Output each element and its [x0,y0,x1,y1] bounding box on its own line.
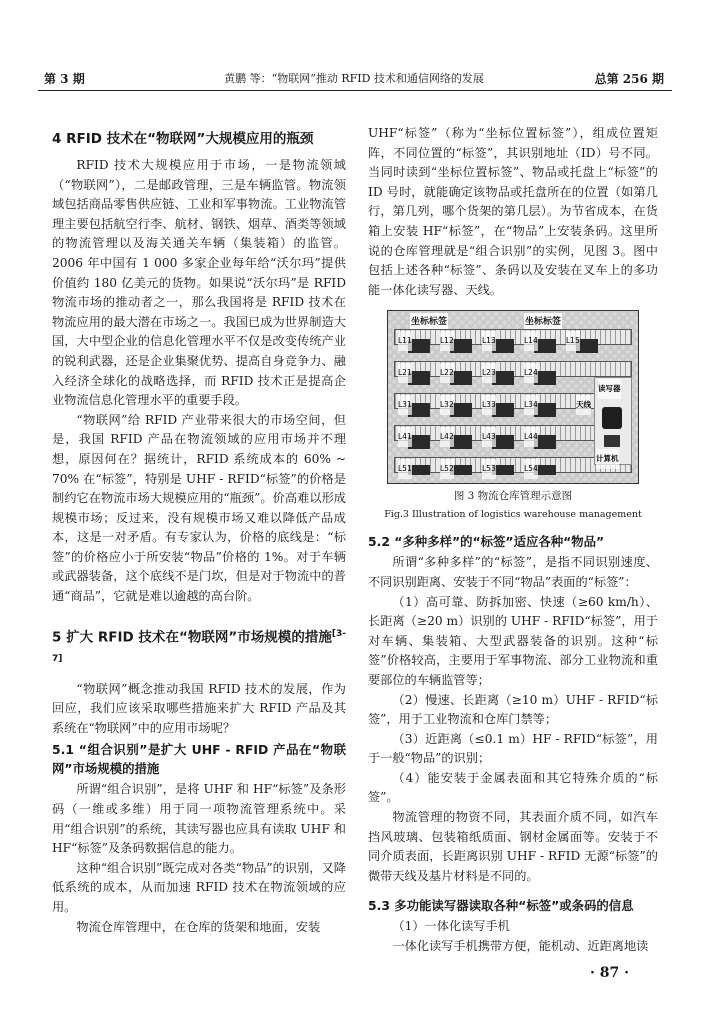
section-5-2-item-4: （4）能安装于金属表面和其它特殊介质的“标签”。 [368,770,658,805]
section-4-heading: 4 RFID 技术在“物联网”大规模应用的瓶颈 [52,131,314,147]
header-rule [38,90,672,91]
cell-label: L14 [524,331,538,351]
cell-label: L53 [482,459,496,479]
cell-label: L43 [482,427,496,447]
cell-label: L54 [524,459,538,479]
cell-label: L51 [398,459,412,479]
section-5-reference: [3-7] [52,628,346,665]
section-5-1-paragraph-3-continued: UHF“标签”（称为“坐标位置标签”），组成位置矩阵，不同位置的“标签”，其识别地址（ID）号不同。当同时读到“坐标位置标签”、物品或托盘上“标签”的 ID 号时，就能确定该物品或托盘所在的位置（如第几行，第几列，哪个货架的第几层）。为节省成本，在货箱上安装 HF“标签”，在“物品”上安装条码。这里所说的仓库管理就是“组合识别”的实例，见图 3。图中包括上述各种“标签”、条码以及安装在叉车上的多功能一体化读写器、天线。 [368,126,658,297]
cell-label: L11 [398,331,412,351]
cell-label: L13 [482,331,496,351]
section-5-1-paragraph-3: 物流仓库管理中，在仓库的货架和地面，安装 [76,919,321,934]
computer-icon [604,435,620,447]
running-title: 黄鹏 等：“物联网”推动 RFID 技术和通信网络的发展 [224,72,484,85]
section-5-paragraph-1: “物联网”概念推动我国 RFID 技术的发展，作为回应，我们应该采取哪些措施来扩大 RFID 产品及其系统在“物联网”中的应用市场呢？ [52,681,346,735]
left-column [52,124,346,937]
figure-caption-en: Fig.3 Illustration of logistics warehouse management [384,509,642,521]
cell-label: L32 [440,395,454,415]
cell-label: L41 [398,427,412,447]
cell-label: L12 [440,331,454,351]
running-header [38,66,670,88]
section-5-heading-text: 5 扩大 RFID 技术在“物联网”市场规模的措施 [52,629,332,646]
cell-label: L42 [440,427,454,447]
section-5-2-item-3: （3）近距离（≤0.1 m）HF - RFID“标签”，用于一般“物品”的识别； [368,731,658,766]
cell-label: L33 [482,395,496,415]
section-4-paragraph-1: RFID 技术大规模应用于市场，一是物流领域（“物联网”），二是邮政管理，三是车辆监管。物流领域包括商品零售供应链、工业和军事物流。工业物流管理主要包括航空行李、航材、钢铁、烟草、酒类等领域的物流管理以及海关通关车辆（集装箱）的监管。2006 年中国有 1 000 多家企业每年给“沃尔玛”提供价值约 180 亿美元的货物。如果说“沃尔玛”是 RFID 物流市场的推动者之一，那么我国将是 RFID 技术在物流应用的最大潜在市场之一。我国已成为世界制造大国，大中型企业的信息化管理水平不仅是改变传统产业的锐利武器，还是企业集聚优势、提高自身竞争力、融入经济全球化的战略选择，而 RFID 技术正是提高企业物流信息化管理水平的重要手段。 [52,158,346,408]
coordinate-tag-label-right: 坐标标签 [524,313,562,333]
cell-label: L31 [398,395,412,415]
section-5-1-paragraph-1: 所谓“组合识别”，是将 UHF 和 HF“标签”及条形码（一维或多维）用于同一项物流管理系统中。采用“组合识别”的系统，其读写器也应具有读取 UHF 和 HF“标签”及条码数据信息的能力。 [52,782,346,856]
warehouse-diagram [387,310,639,484]
section-4-paragraph-2: “物联网”给 RFID 产业带来很大的市场空间，但是，我国 RFID 产品在物流领域的应用市场并不理想，原因何在？据统计，RFID 系统成本的 60% ~ 70% 在“标签”，特别是 UHF - RFID“标签”的价格是制约它在物流市场大规模应用的“瓶颈”。价高难以形成规模市场；反过来，没有规模市场又难以降低产品成本，这是一对矛盾。有专家认为，价格的底线是：“标签”的价格应小于所安装“物品”价格的 1%。对于车辆或武器装备，这个底线不是门坎，但是对于物流中的普通“商品”，它就是难以逾越的高台阶。 [52,412,346,604]
cell-label: L34 [524,395,538,415]
antenna-label: 天线 [576,395,591,415]
cell-label: L23 [482,363,496,383]
section-5-1-heading: 5.1 “组合识别”是扩大 UHF - RFID 产品在“物联网”市场规模的措施 [52,742,346,777]
reader-label: 读写器 [598,379,621,399]
section-5-2-item-2: （2）慢速、长距离（≥10 m）UHF - RFID“标签”，用于工业物流和仓库门禁等； [368,692,658,727]
section-5-2-item-1: （1）高可靠、防拆加密、快速（≥60 km/h）、长距离（≥20 m）识别的 UHF - RFID“标签”，用于对车辆、集装箱、大型武器装备的识别。这种“标签”价格较高，主要用于军事物流、部分工业物流和重要部位的车辆监管等； [368,594,658,687]
forklift-icon [602,407,622,429]
section-5-2-heading: 5.2 “多种多样”的“标签”适应各种“物品” [368,534,605,550]
section-5-2-paragraph-2: 物流管理的物资不同，其表面介质不同，如汽车挡风玻璃、包装箱纸质面、钢材金属面等。安装于不同介质表面，长距离识别 UHF - RFID 无源“标签”的微带天线及基片材料是不同的。 [368,810,658,883]
cell-label: L24 [524,363,538,383]
cell-label: L44 [524,427,538,447]
section-5-3-paragraph-1: 一体化读写手机携带方便，能机动、近距离地读 [392,939,649,954]
cell-label: L15 [566,331,580,351]
cell-label: L22 [440,363,454,383]
section-5-3-heading: 5.3 多功能读写器读取各种“标签”或条码的信息 [368,898,634,914]
computer-label: 计算机 [596,449,619,469]
figure-3 [368,310,658,522]
cell-label: L52 [440,459,454,479]
coordinate-tag-label-left: 坐标标签 [410,313,448,333]
section-5-3-item-1: （1）一体化读写手机 [392,919,510,934]
section-5-1-paragraph-2: 这种“组合识别”既完成对各类“物品”的识别，又降低系统的成本，从而加速 RFID 技术在物流领域的应用。 [52,860,346,914]
section-5-heading [52,623,346,674]
section-5-2-paragraph-1: 所谓“多种多样”的“标签”，是指不同识别速度、不同识别距离、安装于不同“物品”表面的“标签”： [368,555,658,589]
page-number: · 87 · [590,965,629,981]
issue-number: 第 3 期 [44,72,85,86]
cell-label: L21 [398,363,412,383]
total-issue: 总第 256 期 [594,72,664,86]
right-column [368,124,658,957]
figure-caption-cn: 图 3 物流仓库管理示意图 [453,490,573,503]
